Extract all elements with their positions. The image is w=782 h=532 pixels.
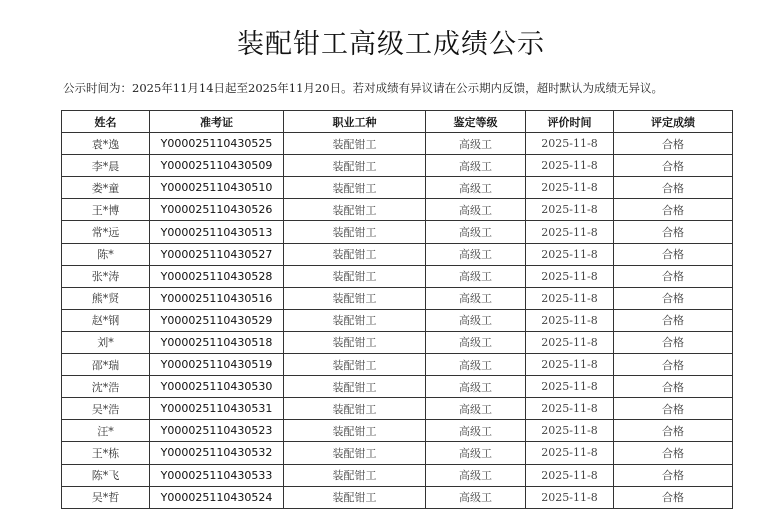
cell-occupation: 装配钳工	[284, 354, 426, 376]
cell-level: 高级工	[426, 243, 526, 265]
cell-result: 合格	[614, 199, 733, 221]
table-row	[62, 243, 733, 265]
cell-exam-id: Y000025110430523	[150, 420, 284, 442]
table-row	[62, 331, 733, 353]
cell-eval-date: 2025-11-8	[526, 420, 614, 442]
cell-exam-id: Y000025110430530	[150, 376, 284, 398]
cell-name: 王*栋	[62, 442, 150, 464]
cell-result: 合格	[614, 376, 733, 398]
results-table	[61, 110, 733, 509]
header-result: 评定成绩	[614, 111, 733, 133]
cell-name: 王*博	[62, 199, 150, 221]
cell-eval-date: 2025-11-8	[526, 398, 614, 420]
header-eval-date: 评价时间	[526, 111, 614, 133]
cell-result: 合格	[614, 486, 733, 508]
table-row	[62, 376, 733, 398]
table-row	[62, 221, 733, 243]
cell-level: 高级工	[426, 309, 526, 331]
table-row	[62, 420, 733, 442]
cell-occupation: 装配钳工	[284, 221, 426, 243]
cell-eval-date: 2025-11-8	[526, 442, 614, 464]
cell-exam-id: Y000025110430528	[150, 265, 284, 287]
cell-result: 合格	[614, 155, 733, 177]
cell-name: 陈*	[62, 243, 150, 265]
cell-eval-date: 2025-11-8	[526, 309, 614, 331]
cell-level: 高级工	[426, 442, 526, 464]
cell-occupation: 装配钳工	[284, 376, 426, 398]
cell-level: 高级工	[426, 464, 526, 486]
table-header-row	[62, 111, 733, 133]
header-exam-id: 准考证	[150, 111, 284, 133]
table-row	[62, 287, 733, 309]
table-row	[62, 354, 733, 376]
cell-result: 合格	[614, 177, 733, 199]
header-name: 姓名	[62, 111, 150, 133]
cell-eval-date: 2025-11-8	[526, 177, 614, 199]
cell-occupation: 装配钳工	[284, 177, 426, 199]
cell-result: 合格	[614, 398, 733, 420]
cell-name: 袁*逸	[62, 133, 150, 155]
cell-occupation: 装配钳工	[284, 287, 426, 309]
cell-name: 汪*	[62, 420, 150, 442]
cell-occupation: 装配钳工	[284, 464, 426, 486]
cell-name: 刘*	[62, 331, 150, 353]
table-row	[62, 464, 733, 486]
cell-eval-date: 2025-11-8	[526, 331, 614, 353]
cell-name: 娄*童	[62, 177, 150, 199]
table-row	[62, 265, 733, 287]
cell-exam-id: Y000025110430516	[150, 287, 284, 309]
cell-result: 合格	[614, 133, 733, 155]
cell-eval-date: 2025-11-8	[526, 265, 614, 287]
cell-exam-id: Y000025110430533	[150, 464, 284, 486]
cell-occupation: 装配钳工	[284, 398, 426, 420]
cell-eval-date: 2025-11-8	[526, 354, 614, 376]
cell-occupation: 装配钳工	[284, 486, 426, 508]
cell-exam-id: Y000025110430524	[150, 486, 284, 508]
cell-eval-date: 2025-11-8	[526, 243, 614, 265]
cell-exam-id: Y000025110430525	[150, 133, 284, 155]
cell-result: 合格	[614, 420, 733, 442]
cell-exam-id: Y000025110430531	[150, 398, 284, 420]
table-row	[62, 309, 733, 331]
cell-name: 吴*哲	[62, 486, 150, 508]
cell-result: 合格	[614, 464, 733, 486]
cell-eval-date: 2025-11-8	[526, 221, 614, 243]
cell-eval-date: 2025-11-8	[526, 486, 614, 508]
cell-result: 合格	[614, 442, 733, 464]
publicity-notice: 公示时间为：2025年11月14日起至2025年11月20日。若对成绩有异议请在公示期内反馈，超时默认为成绩无异议。	[63, 81, 664, 95]
header-level: 鉴定等级	[426, 111, 526, 133]
cell-level: 高级工	[426, 155, 526, 177]
cell-name: 赵*钢	[62, 309, 150, 331]
cell-occupation: 装配钳工	[284, 420, 426, 442]
cell-occupation: 装配钳工	[284, 309, 426, 331]
cell-occupation: 装配钳工	[284, 243, 426, 265]
cell-occupation: 装配钳工	[284, 199, 426, 221]
page-title: 装配钳工高级工成绩公示	[237, 29, 545, 60]
table-row	[62, 199, 733, 221]
table-row	[62, 155, 733, 177]
cell-name: 邵*瑞	[62, 354, 150, 376]
cell-exam-id: Y000025110430509	[150, 155, 284, 177]
table-row	[62, 486, 733, 508]
table-row	[62, 177, 733, 199]
cell-exam-id: Y000025110430519	[150, 354, 284, 376]
cell-exam-id: Y000025110430527	[150, 243, 284, 265]
cell-level: 高级工	[426, 420, 526, 442]
cell-result: 合格	[614, 243, 733, 265]
cell-occupation: 装配钳工	[284, 442, 426, 464]
cell-eval-date: 2025-11-8	[526, 155, 614, 177]
cell-result: 合格	[614, 265, 733, 287]
cell-name: 陈*飞	[62, 464, 150, 486]
cell-occupation: 装配钳工	[284, 331, 426, 353]
cell-exam-id: Y000025110430518	[150, 331, 284, 353]
cell-level: 高级工	[426, 486, 526, 508]
cell-name: 沈*浩	[62, 376, 150, 398]
cell-eval-date: 2025-11-8	[526, 199, 614, 221]
cell-level: 高级工	[426, 177, 526, 199]
cell-result: 合格	[614, 221, 733, 243]
cell-level: 高级工	[426, 354, 526, 376]
cell-exam-id: Y000025110430510	[150, 177, 284, 199]
cell-result: 合格	[614, 331, 733, 353]
cell-exam-id: Y000025110430532	[150, 442, 284, 464]
cell-exam-id: Y000025110430529	[150, 309, 284, 331]
cell-level: 高级工	[426, 265, 526, 287]
cell-level: 高级工	[426, 133, 526, 155]
cell-result: 合格	[614, 354, 733, 376]
table-row	[62, 133, 733, 155]
cell-name: 熊*贤	[62, 287, 150, 309]
cell-eval-date: 2025-11-8	[526, 464, 614, 486]
table-row	[62, 442, 733, 464]
cell-result: 合格	[614, 287, 733, 309]
cell-name: 张*涛	[62, 265, 150, 287]
cell-level: 高级工	[426, 398, 526, 420]
cell-level: 高级工	[426, 376, 526, 398]
cell-name: 吴*浩	[62, 398, 150, 420]
cell-occupation: 装配钳工	[284, 155, 426, 177]
cell-occupation: 装配钳工	[284, 133, 426, 155]
cell-occupation: 装配钳工	[284, 265, 426, 287]
table-row	[62, 398, 733, 420]
cell-exam-id: Y000025110430513	[150, 221, 284, 243]
cell-name: 常*远	[62, 221, 150, 243]
cell-exam-id: Y000025110430526	[150, 199, 284, 221]
table-body	[62, 133, 733, 509]
cell-eval-date: 2025-11-8	[526, 133, 614, 155]
cell-eval-date: 2025-11-8	[526, 287, 614, 309]
cell-level: 高级工	[426, 331, 526, 353]
header-occupation: 职业工种	[284, 111, 426, 133]
cell-name: 李*晨	[62, 155, 150, 177]
cell-level: 高级工	[426, 199, 526, 221]
cell-eval-date: 2025-11-8	[526, 376, 614, 398]
cell-result: 合格	[614, 309, 733, 331]
cell-level: 高级工	[426, 287, 526, 309]
cell-level: 高级工	[426, 221, 526, 243]
